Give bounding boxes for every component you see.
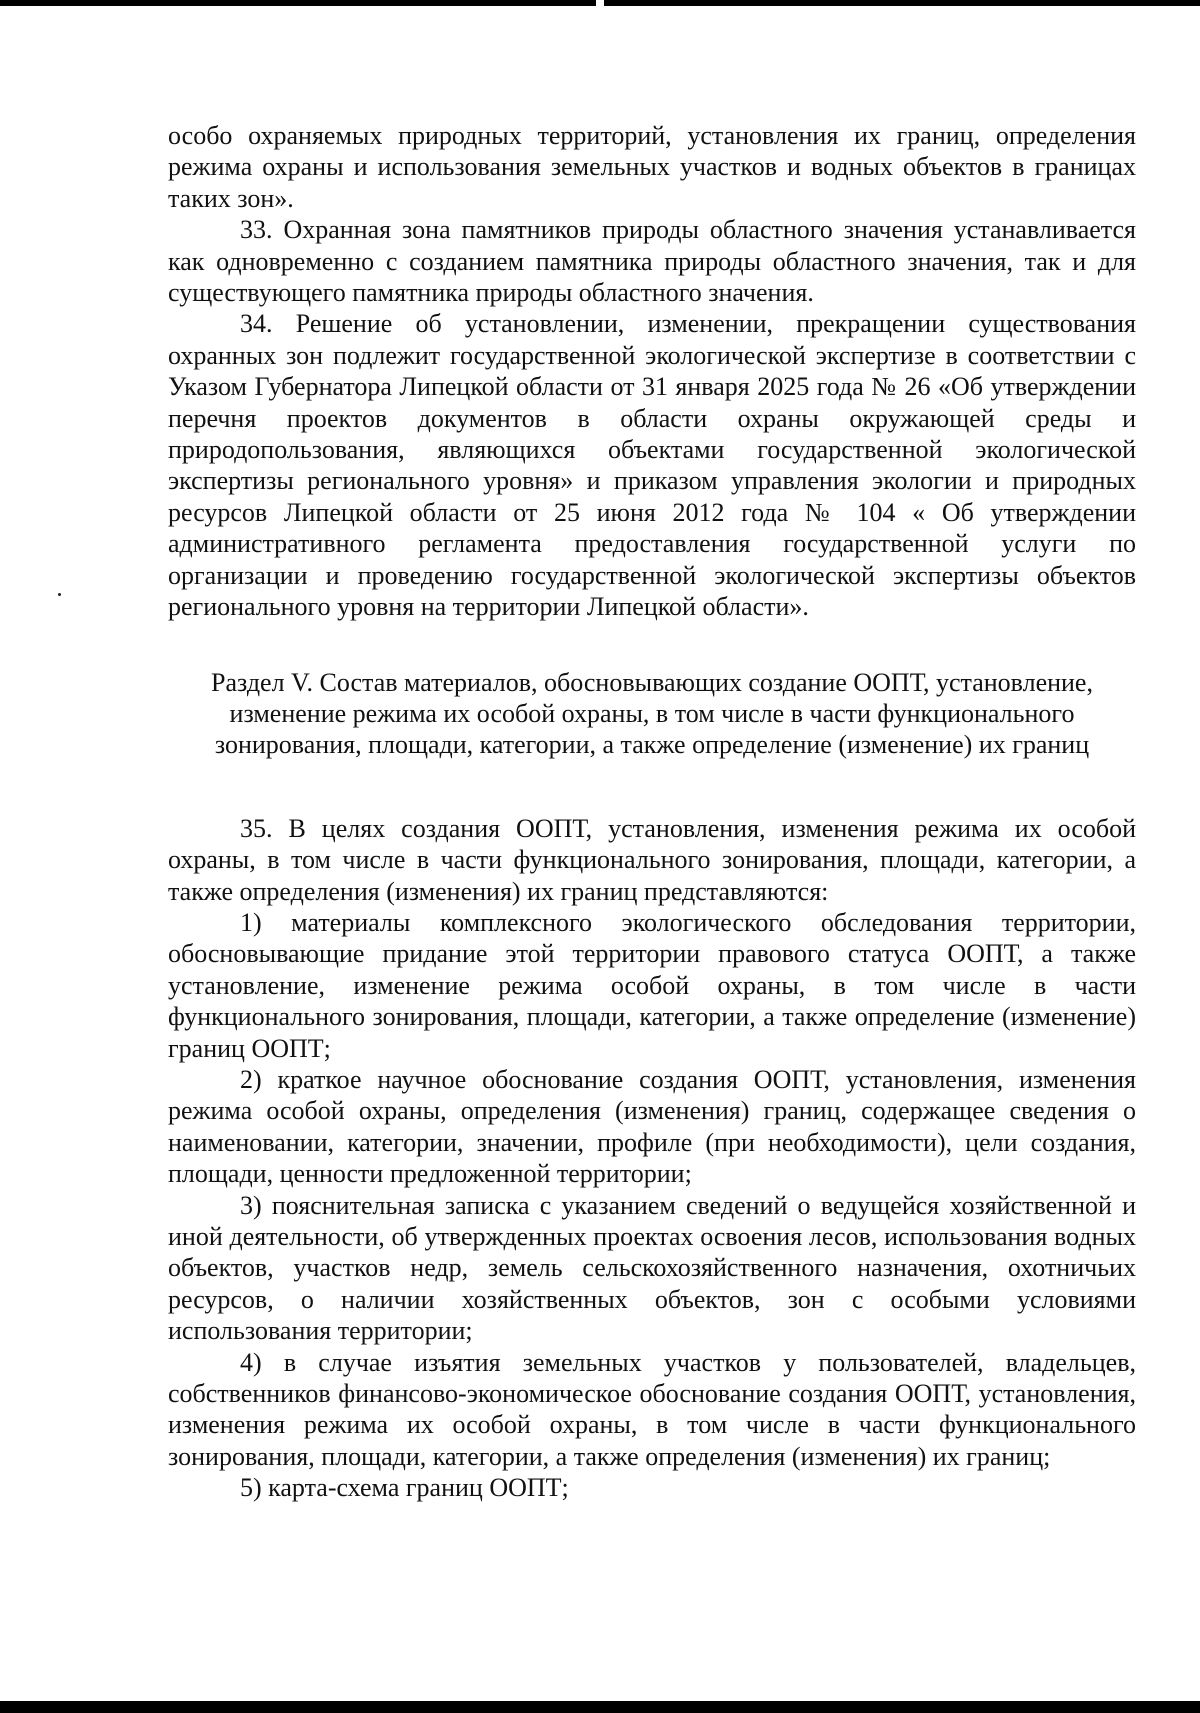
list-item-2: 2) краткое научное обоснование создания ООПТ, установления, изменения режима особой охраны, определения (изменения) границ, содержащее сведения о наименовании, категории, значении, профиле (при необходимости), цели создания, площади, ценности предложенной территории; — [168, 1064, 1136, 1189]
list-item-4: 4) в случае изъятия земельных участков у пользователей, владельцев, собственников финансово-экономическое обоснование создания ООПТ, установления, изменения режима их особой охраны, в том числе в части функционального зонирования, площади, категории, а также определения (изменения) их границ; — [168, 1347, 1136, 1471]
list-item-1: 1) материалы комплексного экологического обследования территории, обосновывающие придание этой территории правового статуса ООПТ, а также установление, изменение режима особой охраны, в том числе в части функционального зонирования, площади, категории, а также определение (изменение) границ ООПТ; — [168, 907, 1136, 1063]
paragraph-35: 35. В целях создания ООПТ, установления, изменения режима их особой охраны, в том числе в части функционального зонирования, площади, категории, а также определения (изменения) их границ представляются: — [168, 813, 1136, 906]
scan-speck — [58, 593, 61, 596]
scan-edge-bottom — [0, 1701, 1200, 1713]
scan-edge-top-right — [604, 0, 1200, 6]
paragraph-34: 34. Решение об установлении, изменении, прекращении существования охранных зон подлежит государственной экологической экспертизе в соответствии с Указом Губернатора Липецкой области от 31 января 2025 года № 26 «Об утверждении перечня проектов документов в области охраны окружающей среды и природопользования, являющихся объектами государственной экологической экспертизы регионального уровня» и приказом управления экологии и природных ресурсов Липецкой области от 25 июня 2012 года № 104 « Об утверждении административного регламента предоставления государственной услуги по организации и проведению государственной экологической экспертизы объектов регионального уровня на территории Липецкой области». — [168, 309, 1136, 622]
list-item-5: 5) карта-схема границ ООПТ; — [240, 1473, 569, 1503]
paragraph-33: 33. Охранная зона памятников природы областного значения устанавливается как одновременно с созданием памятника природы областного значения, так и для существующего памятника природы областного значения. — [168, 215, 1136, 308]
paragraph-continuation: особо охраняемых природных территорий, установления их границ, определения режима охраны и использования земельных участков и водных объектов в границах таких зон». — [168, 121, 1136, 213]
section-heading: Раздел V. Состав материалов, обосновывающих создание ООПТ, установление, изменение режима их особой охраны, в том числе в части функционального зонирования, площади, категории, а также определение (изменение) их границ — [211, 667, 1093, 760]
list-item-3: 3) пояснительная записка с указанием сведений о ведущейся хозяйственной и иной деятельности, об утвержденных проектах освоения лесов, использования водных объектов, участков недр, земель сельскохозяйственного назначения, охотничьих ресурсов, о наличии хозяйственных объектов, зон с особыми условиями использования территории; — [168, 1190, 1136, 1346]
scan-edge-top-left — [0, 0, 596, 6]
document-body — [168, 120, 1136, 1504]
